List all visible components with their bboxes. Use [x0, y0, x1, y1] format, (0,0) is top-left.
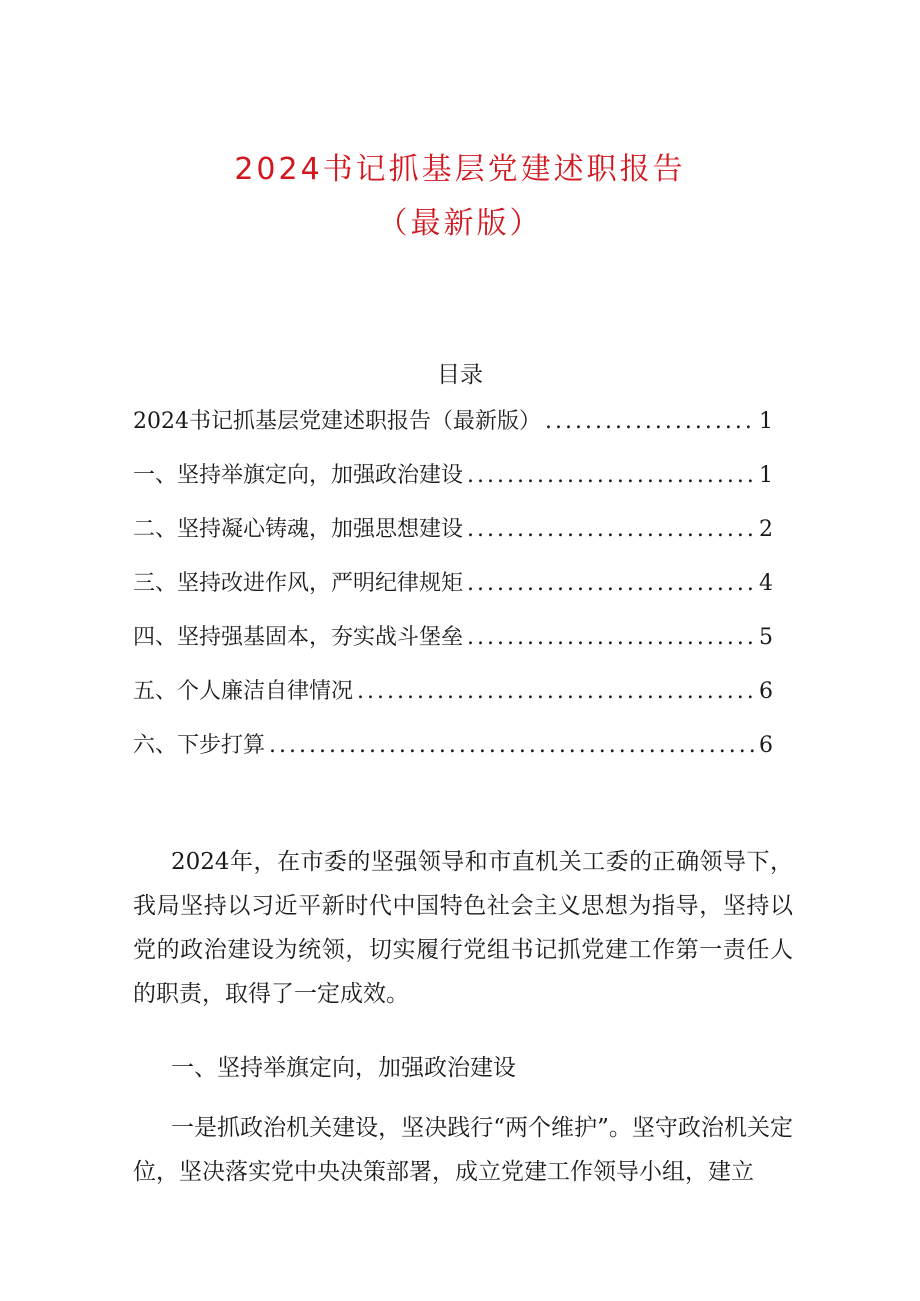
- section-1-paragraph: 一是抓政治机关建设，坚决践行“两个维护”。坚守政治机关定位，坚决落实党中央决策部署，成立党建工作领导小组，建立: [133, 1115, 793, 1185]
- toc-entry-section-4[interactable]: [133, 620, 773, 674]
- toc-entry-page: 4: [759, 571, 773, 596]
- toc-entry-title[interactable]: [133, 404, 773, 458]
- toc-entry-section-6[interactable]: [133, 728, 773, 782]
- toc-entry-page: 5: [759, 625, 773, 650]
- toc-dot-leader: [467, 517, 755, 542]
- toc-entry-label: 二、坚持凝心铸魂，加强思想建设: [133, 517, 464, 542]
- toc-entry-section-1[interactable]: [133, 458, 773, 512]
- toc-dot-leader: [467, 571, 755, 596]
- toc-dot-leader: [467, 463, 755, 488]
- toc-dot-leader: [467, 625, 755, 650]
- toc-entry-label: 一、坚持举旗定向，加强政治建设: [133, 463, 464, 488]
- toc-entry-section-2[interactable]: [133, 512, 773, 566]
- intro-paragraph: 2024年，在市委的坚强领导和市直机关工委的正确领导下，我局坚持以习近平新时代中国特色社会主义思想为指导，坚持以党的政治建设为统领，切实履行党组书记抓党建工作第一责任人的职责，取得了一定成效。: [133, 849, 793, 1007]
- toc-dot-leader: [357, 679, 755, 704]
- toc-entry-page: 2: [759, 517, 773, 542]
- toc-entry-page: 6: [759, 733, 773, 758]
- toc-entry-label: 2024书记抓基层党建述职报告（最新版）: [133, 409, 541, 434]
- toc-entry-label: 六、下步打算: [133, 733, 266, 758]
- toc-heading: 目录: [437, 362, 483, 388]
- document-title: 2024书记抓基层党建述职报告: [234, 152, 686, 187]
- toc-entry-label: 四、坚持强基固本，夯实战斗堡垒: [133, 625, 464, 650]
- toc-entry-label: 三、坚持改进作风，严明纪律规矩: [133, 571, 464, 596]
- toc-dot-leader: [545, 409, 755, 434]
- section-1-heading: 一、坚持举旗定向，加强政治建设: [171, 1055, 516, 1081]
- toc-entry-page: 1: [759, 409, 773, 434]
- table-of-contents: [133, 404, 773, 782]
- toc-entry-label: 五、个人廉洁自律情况: [133, 679, 354, 704]
- toc-entry-page: 1: [759, 463, 773, 488]
- toc-entry-page: 6: [759, 679, 773, 704]
- toc-dot-leader: [269, 733, 755, 758]
- toc-entry-section-3[interactable]: [133, 566, 773, 620]
- document-subtitle: （最新版）: [377, 206, 543, 241]
- toc-entry-section-5[interactable]: [133, 674, 773, 728]
